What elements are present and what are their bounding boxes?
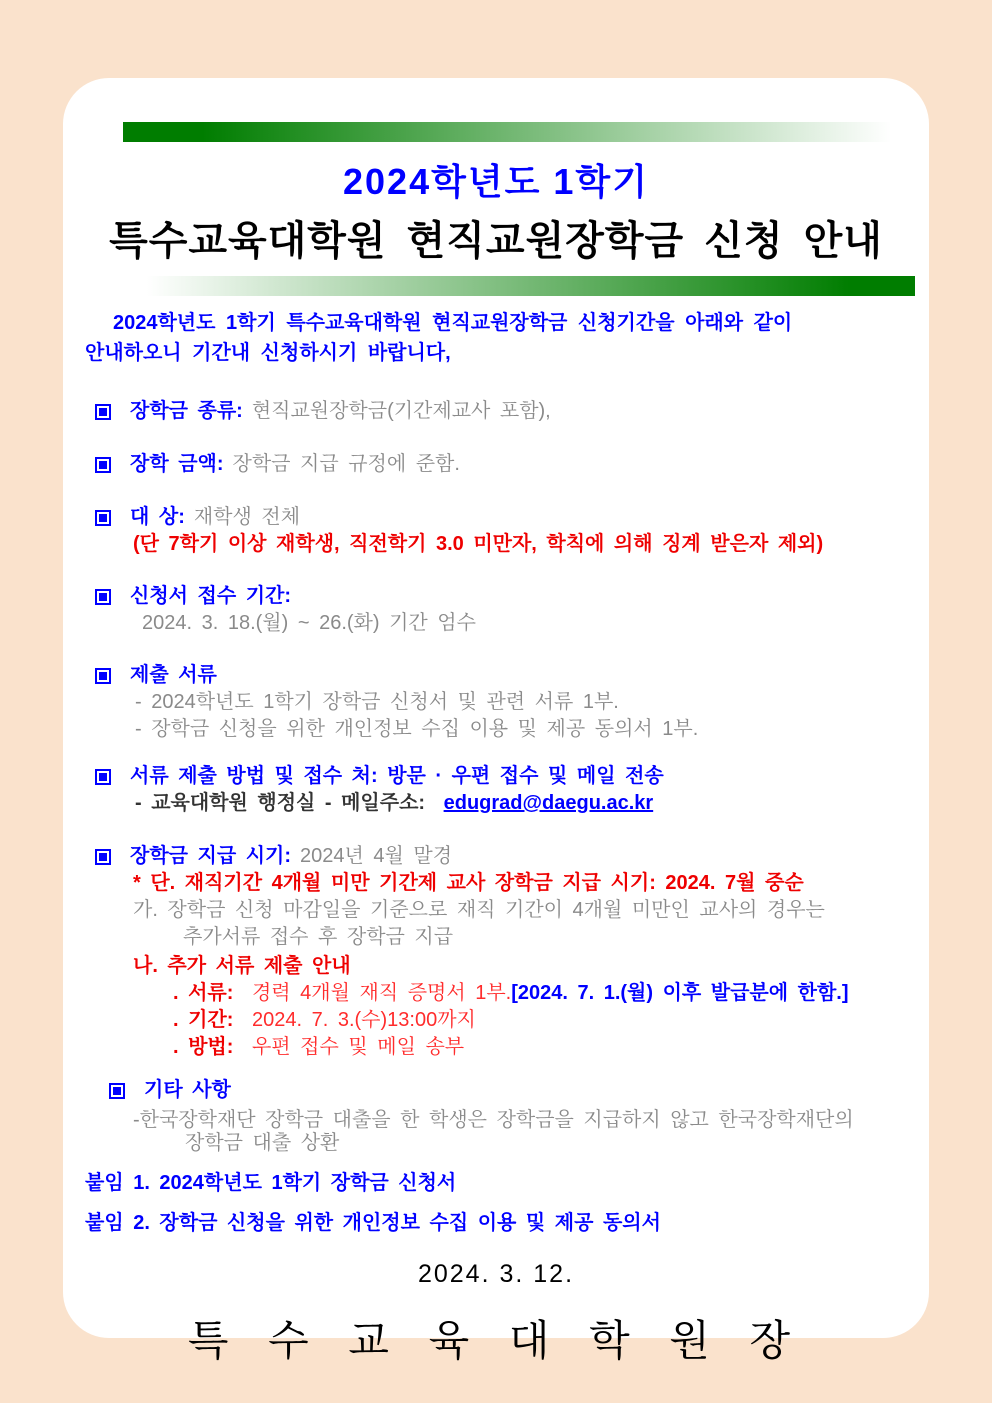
attachment-1: 붙임 1. 2024학년도 1학기 장학금 신청서 (85, 1172, 457, 1194)
intro-paragraph (85, 308, 909, 368)
section-documents (95, 662, 903, 689)
additional-method-value: 우편 접수 및 메일 송부 (251, 1036, 465, 1058)
additional-method-line (173, 1034, 903, 1061)
additional-period-value: 2024. 7. 3.(수)13:00까지 (251, 1009, 476, 1031)
application-period-value: 2024. 3. 18.(월) ~ 26.(화) 기간 엄수 (142, 612, 476, 634)
additional-doc-line (173, 980, 903, 1007)
additional-period-label: . 기간: (173, 1009, 234, 1031)
notice-subtitle: 2024학년도 1학기 (343, 161, 649, 202)
square-bullet-icon (109, 1083, 125, 1099)
payment-timing-label: 장학금 지급 시기: (130, 845, 292, 867)
notice-body (85, 398, 903, 1237)
etc-note-line1: -한국장학재단 장학금 대출을 한 학생은 장학금을 지급하지 않고 한국장학재단의 (133, 1109, 854, 1131)
section-target (95, 504, 903, 531)
intro-line-1: 2024학년도 1학기 특수교육대학원 현직교원장학금 신청기간을 아래와 같이 (113, 312, 793, 334)
intro-line-2: 안내하오니 기간내 신청하시기 바랍니다, (85, 342, 451, 364)
payment-case-a-line2: 추가서류 접수 후 장학금 지급 (183, 926, 454, 948)
submission-contact-line (135, 790, 903, 817)
notice-date: 2024. 3. 12. (417, 1260, 575, 1288)
documents-label: 제출 서류 (130, 664, 217, 686)
notice-title: 특수교육대학원 현직교원장학금 신청 안내 (109, 219, 883, 263)
section-application-period (95, 583, 903, 610)
section-payment-timing (95, 843, 903, 870)
additional-doc-label: . 서류: (173, 982, 234, 1004)
section-etc (109, 1077, 903, 1104)
section-scholarship-amount (95, 451, 903, 478)
square-bullet-icon (95, 849, 111, 865)
etc-note-line2: 장학금 대출 상환 (185, 1132, 340, 1154)
attachment-2: 붙임 2. 장학금 신청을 위한 개인정보 수집 이용 및 제공 동의서 (85, 1212, 661, 1234)
submission-email-link[interactable]: edugrad@daegu.ac.kr (443, 792, 654, 814)
section-scholarship-type (95, 398, 903, 425)
payment-exception-note: * 단. 재직기간 4개월 미만 기간제 교사 장학금 지급 시기: 2024. 7월 중순 (133, 872, 804, 894)
scholarship-type-label: 장학금 종류: (130, 400, 243, 422)
additional-doc-value: 경력 4개월 재직 증명서 1부. (251, 982, 512, 1004)
payment-case-a-line1: 가. 장학금 신청 마감일을 기준으로 재직 기간이 4개월 미만인 교사의 경우는 (133, 899, 825, 921)
square-bullet-icon (95, 769, 111, 785)
top-gradient-bar (123, 122, 915, 142)
application-period-label: 신청서 접수 기간: (130, 585, 292, 607)
target-exclusion-note: (단 7학기 이상 재학생, 직전학기 3.0 미만자, 학칙에 의해 징계 받은자 제외) (133, 533, 824, 555)
submission-office-label: - 교육대학원 행정실 - 메일주소: (135, 792, 426, 814)
documents-item: - 2024학년도 1학기 장학금 신청서 및 관련 서류 1부. (135, 691, 619, 713)
additional-period-line (173, 1007, 903, 1034)
scholarship-amount-value: 장학금 지급 규정에 준함. (232, 453, 460, 475)
target-value: 재학생 전체 (193, 506, 301, 528)
etc-label: 기타 사항 (144, 1079, 231, 1101)
payment-case-b-title: 나. 추가 서류 제출 안내 (133, 955, 351, 977)
documents-item: - 장학금 신청을 위한 개인정보 수집 이용 및 제공 동의서 1부. (135, 718, 699, 740)
bottom-gradient-bar (123, 276, 915, 296)
square-bullet-icon (95, 457, 111, 473)
scholarship-type-value: 현직교원장학금(기간제교사 포함), (251, 400, 551, 422)
scholarship-amount-label: 장학 금액: (130, 453, 224, 475)
section-submission-method (95, 763, 903, 790)
square-bullet-icon (95, 668, 111, 684)
notice-document-card (63, 78, 929, 1364)
signer-title: 특 수 교 육 대 학 원 장 (187, 1317, 805, 1364)
target-label: 대 상: (130, 506, 185, 528)
payment-timing-value: 2024년 4월 말경 (300, 845, 453, 867)
etc-note (133, 1109, 903, 1155)
additional-doc-note: [2024. 7. 1.(월) 이후 발급분에 한함.] (511, 982, 849, 1004)
square-bullet-icon (95, 404, 111, 420)
additional-method-label: . 방법: (173, 1036, 234, 1058)
square-bullet-icon (95, 589, 111, 605)
square-bullet-icon (95, 510, 111, 526)
submission-method-label: 서류 제출 방법 및 접수 처: 방문 · 우편 접수 및 메일 전송 (130, 765, 664, 787)
